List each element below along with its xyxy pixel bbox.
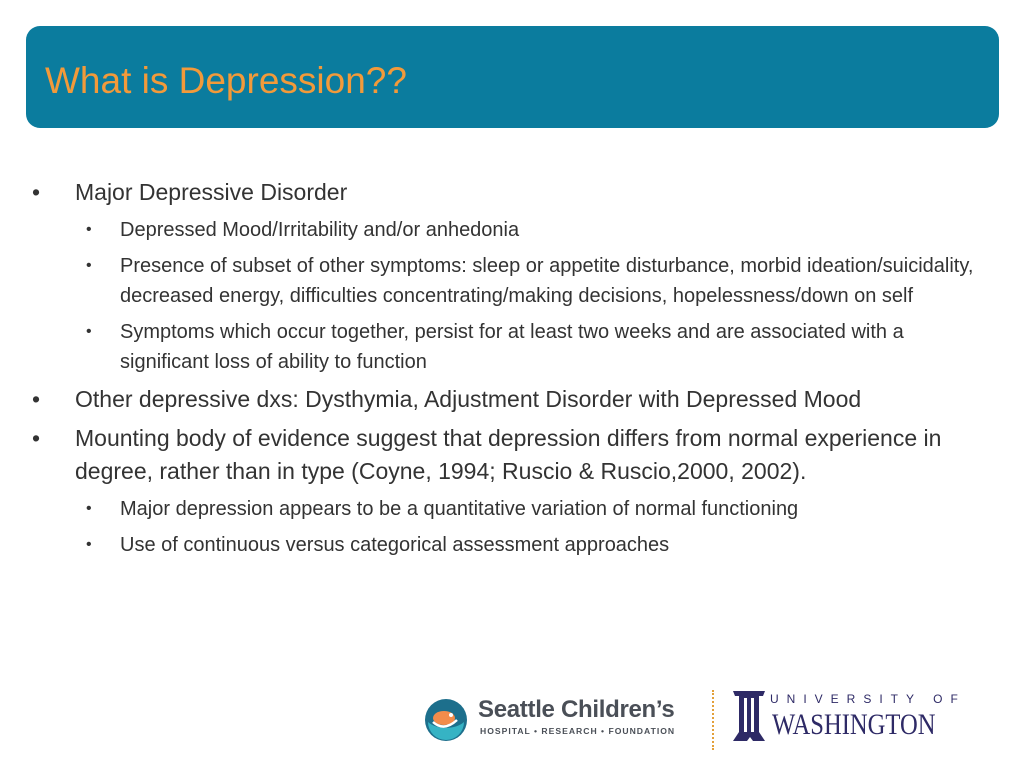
seattle-childrens-logo-icon <box>424 698 468 742</box>
bullet-dot-icon: • <box>32 425 41 451</box>
slide-title: What is Depression?? <box>45 60 407 101</box>
bullet-dot-icon: • <box>86 323 92 340</box>
bullet-item <box>32 176 992 209</box>
uw-logo-icon <box>732 688 766 744</box>
bullet-text: Symptoms which occur together, persist for at least two weeks and are associated with a significant loss of ability to function <box>120 321 904 373</box>
title-bar <box>26 26 999 128</box>
bullet-dot-icon: • <box>86 536 92 553</box>
uw-university-of: UNIVERSITY OF <box>770 692 966 706</box>
sub-bullet-item <box>32 530 992 560</box>
sub-bullet-item <box>32 494 992 524</box>
bullet-dot-icon: • <box>86 500 92 517</box>
bullet-item <box>32 383 992 416</box>
bullet-text: Mounting body of evidence suggest that depression differs from normal experience in degree, rather than in type (Coyne, 1994; Ruscio & Ruscio,2000, 2002). <box>75 425 942 484</box>
sub-bullet-item <box>32 317 992 377</box>
uw-washington: WASHINGTON <box>772 708 936 741</box>
seattle-childrens-tagline: HOSPITAL • RESEARCH • FOUNDATION <box>480 726 676 736</box>
bullet-text: Depressed Mood/Irritability and/or anhedonia <box>120 219 520 241</box>
bullet-dot-icon: • <box>32 179 41 205</box>
footer-logos <box>420 686 966 756</box>
bullet-dot-icon: • <box>86 221 92 238</box>
bullet-text: Major depression appears to be a quantitative variation of normal functioning <box>120 498 799 520</box>
logo-divider <box>712 690 714 750</box>
sub-bullet-item <box>32 251 992 311</box>
bullet-text: Presence of subset of other symptoms: sleep or appetite disturbance, morbid ideation/suicidality, decreased energy, difficulties concentrating/making decisions, hopelessness/down on self <box>120 255 974 307</box>
bullet-text: Use of continuous versus categorical assessment approaches <box>120 534 670 556</box>
bullet-dot-icon: • <box>32 386 41 412</box>
seattle-childrens-name: Seattle Children’s <box>478 696 675 723</box>
bullet-list <box>32 176 992 566</box>
sub-bullet-item <box>32 215 992 245</box>
bullet-text: Major Depressive Disorder <box>75 179 348 205</box>
bullet-text: Other depressive dxs: Dysthymia, Adjustment Disorder with Depressed Mood <box>75 386 862 412</box>
bullet-dot-icon: • <box>86 257 92 274</box>
bullet-item <box>32 422 992 488</box>
